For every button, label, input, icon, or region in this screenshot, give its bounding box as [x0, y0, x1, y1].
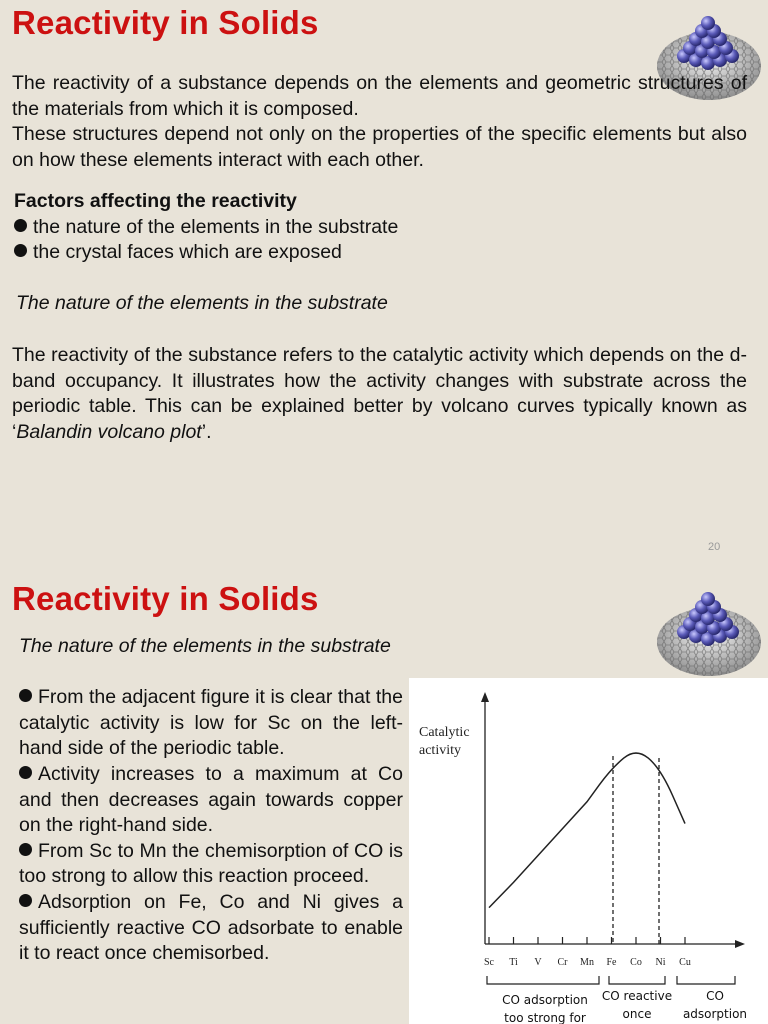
volcano-plot-figure [409, 678, 768, 1024]
bracket-weak [677, 976, 735, 984]
annotation-label: CO [706, 989, 724, 1003]
left-column [19, 634, 403, 967]
intro-paragraph-2: These structures depend not only on the properties of the specific elements but also on how these elements interact with each other. [12, 123, 747, 171]
x-tick-label: Sc [484, 957, 494, 968]
volcano-plot [409, 678, 768, 1024]
x-tick-label: Co [630, 957, 642, 968]
bullet-text: From Sc to Mn the chemisorption of CO is too strong to allow this reaction proceed. [19, 839, 403, 888]
bracket-strong [487, 976, 599, 984]
activity-curve [489, 753, 685, 908]
bullet-dot-icon [14, 244, 27, 257]
factor-item [14, 241, 342, 264]
y-axis-arrow-icon [481, 692, 489, 702]
section-title: The nature of the elements in the substrate [16, 292, 388, 314]
x-tick-label: Cr [557, 957, 568, 968]
slide-subtitle: The nature of the elements in the substrate [19, 635, 391, 657]
x-tick-label: Ni [655, 957, 666, 968]
x-axis-arrow-icon [735, 940, 745, 948]
slide-2 [0, 572, 768, 1024]
bullet-dot-icon [19, 766, 32, 779]
x-tick-label: Cu [679, 957, 691, 968]
y-axis-label: activity [419, 743, 461, 758]
body-italic-term: Balandin volcano plot [16, 420, 202, 443]
bracket-reactive [609, 976, 665, 984]
x-tick-label: Mn [580, 957, 594, 968]
factor-item [14, 216, 398, 239]
atom-pyramid-logo-icon [656, 580, 762, 680]
bullet-dot-icon [14, 219, 27, 232]
bullet-dot-icon [19, 689, 32, 702]
factor-item-text: the nature of the elements in the substrate [33, 216, 399, 238]
annotation-label: too strong for [504, 1011, 586, 1024]
bullet-text: Adsorption on Fe, Co and Ni gives a sufficiently reactive CO adsorbate to enable it to react once chemisorbed. [19, 890, 403, 965]
bullet-text: Activity increases to a maximum at Co and then decreases again towards copper on the right-hand side. [19, 762, 403, 837]
y-axis-label: Catalytic [419, 725, 470, 740]
bullet-text: From the adjacent figure it is clear that the catalytic activity is low for Sc on the left-hand side of the periodic table. [19, 686, 403, 760]
bullet-item [19, 890, 403, 967]
factor-item-text: the crystal faces which are exposed [33, 241, 342, 263]
annotation-label: CO adsorption [502, 993, 588, 1007]
body-paragraph [12, 343, 747, 445]
bullet-dot-icon [19, 894, 32, 907]
slide-title: Reactivity in Solids [12, 580, 319, 617]
bullet-item [19, 685, 403, 762]
factors-heading: Factors affecting the reactivity [14, 190, 297, 212]
intro-paragraph-1: The reactivity of a substance depends on the elements and geometric structures of the materials from which it is composed. [12, 72, 747, 120]
annotation-label: once [622, 1007, 652, 1021]
body-text-end: ’. [201, 420, 212, 443]
bullet-item [19, 839, 403, 890]
x-tick-label: Ti [509, 957, 518, 968]
annotation-label: adsorption [682, 1007, 748, 1021]
x-tick-label: V [534, 957, 542, 968]
page-number: 20 [708, 541, 721, 553]
slide-title: Reactivity in Solids [12, 4, 319, 41]
annotation-label: CO reactive [601, 989, 673, 1003]
bullet-item [19, 762, 403, 839]
x-tick-label: Fe [606, 957, 617, 968]
body-text: The reactivity of the substance refers to the catalytic activity which depends on the d-band occupancy. It illustrates how the activity changes with substrate across the periodic table. This can be explained better by volcano curves typically known as ‘ [12, 344, 747, 443]
bullet-dot-icon [19, 843, 32, 856]
